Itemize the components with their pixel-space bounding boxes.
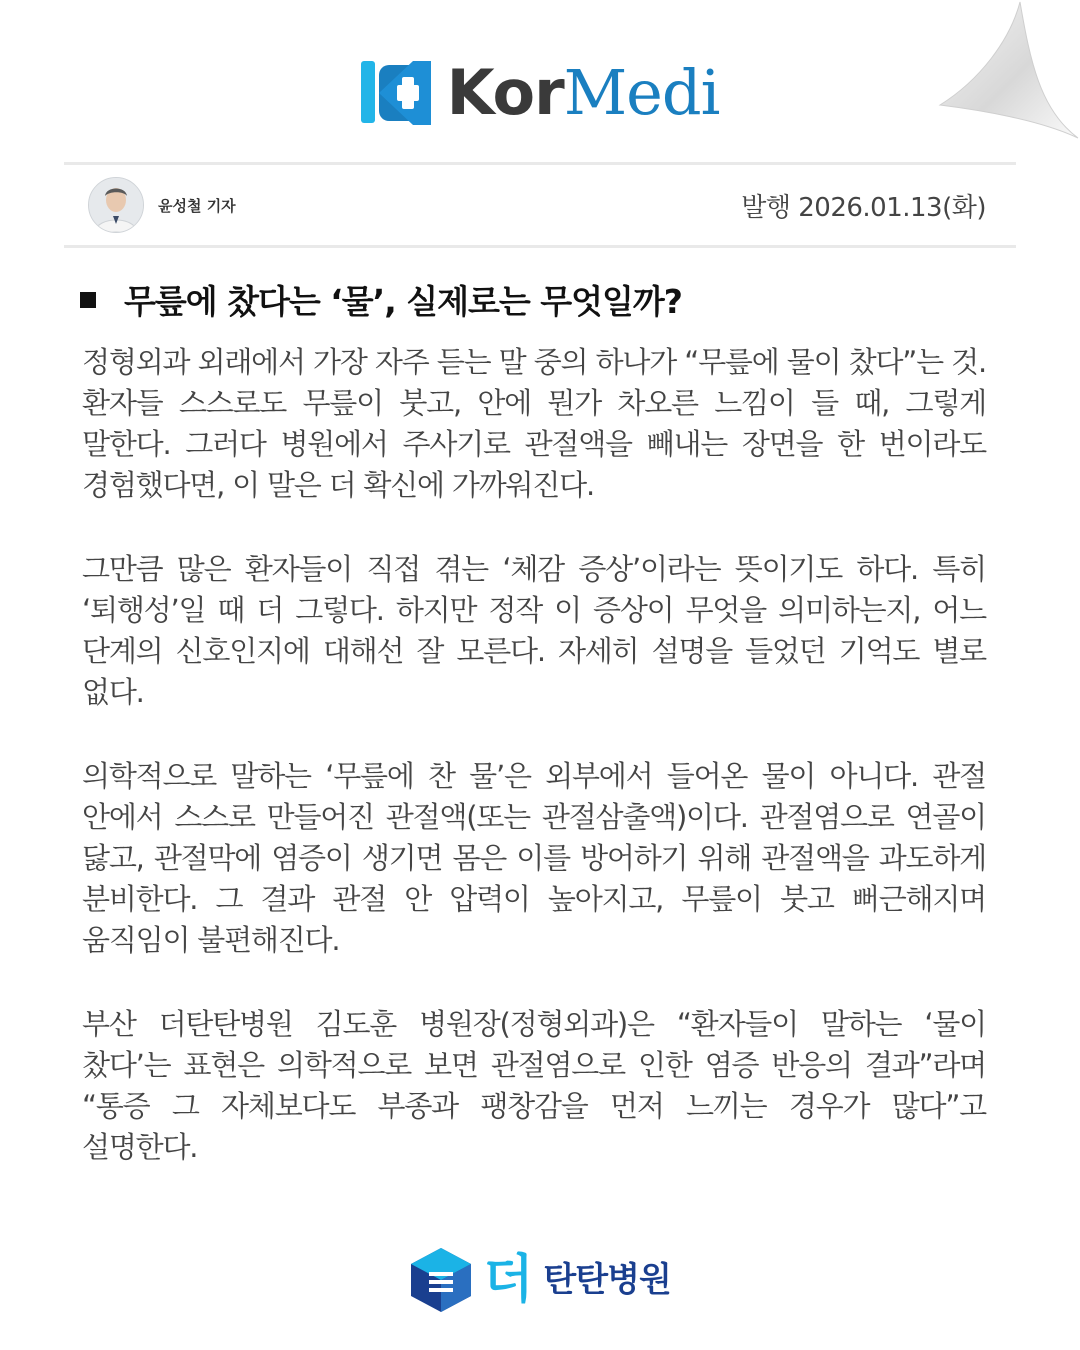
hexagon-cube-icon: [409, 1246, 473, 1314]
person-icon: [89, 178, 143, 232]
footer-logo-de: 더: [483, 1250, 534, 1310]
divider-top: [64, 162, 1016, 165]
reporter-name: 윤성철 기자: [158, 196, 236, 215]
article-paragraph: 부산 더탄탄병원 김도훈 병원장(정형외과)은 “환자들이 말하는 ‘물이 찼다’는 표현은 의학적으로 보면 관절염으로 인한 염증 반응의 결과”라며 “통증 그 자체보다도 부종과 팽창감을 먼저 느끼는 경우가 많다”고 설명한다.: [82, 1007, 986, 1164]
article-paragraph: 의학적으로 말하는 ‘무릎에 찬 물’은 외부에서 들어온 물이 아니다. 관절 안에서 스스로 만들어진 관절액(또는 관절삼출액)이다. 관절염으로 연골이 닳고, 관절막에 염증이 생기면 몸은 이를 방어하기 위해 관절액을 과도하게 분비한다. 그 결과 관절 안 압력이 높아지고, 무릎이 붓고 뻐근해지며 움직임이 불편해진다.: [82, 759, 986, 957]
article-paragraph: 정형외과 외래에서 가장 자주 듣는 말 중의 하나가 “무릎에 물이 찼다”는 것. 환자들 스스로도 무릎이 붓고, 안에 뭔가 차오른 느낌이 들 때, 그렇게 말한다. 그러다 병원에서 주사기로 관절액을 빼내는 장면을 한 번이라도 경험했다면, 이 말은 더 확신에 가까워진다.: [82, 345, 986, 502]
logo-medi-text: Medi: [563, 56, 720, 129]
footer-logo-name: 탄탄병원: [543, 1260, 671, 1300]
kormedi-logo[interactable]: [361, 55, 720, 131]
publish-date: 발행 2026.01.13(화): [741, 192, 986, 223]
hospital-logo[interactable]: [0, 1240, 1080, 1320]
bullet-square-icon: [80, 292, 96, 308]
headline-text: 무릎에 찼다는 ‘물’, 실제로는 무엇일까?: [124, 282, 682, 321]
divider-bottom: [64, 245, 1016, 248]
kormedi-k-cross-icon: [361, 55, 433, 131]
article-headline: [80, 276, 1000, 323]
kormedi-wordmark: [446, 56, 720, 129]
logo-kor-text: Kor: [446, 56, 564, 129]
article-body: [82, 342, 986, 1211]
byline: [64, 166, 1016, 244]
article-paragraph: 그만큼 많은 환자들이 직접 겪는 ‘체감 증상’이라는 뜻이기도 하다. 특히 ‘퇴행성’일 때 더 그렇다. 하지만 정작 이 증상이 무엇을 의미하는지, 어느 단계의 신호인지에 대해선 잘 모른다. 자세히 설명을 들었던 기억도 별로 없다.: [82, 552, 986, 709]
reporter-avatar: [88, 177, 144, 233]
site-header: [0, 48, 1080, 138]
